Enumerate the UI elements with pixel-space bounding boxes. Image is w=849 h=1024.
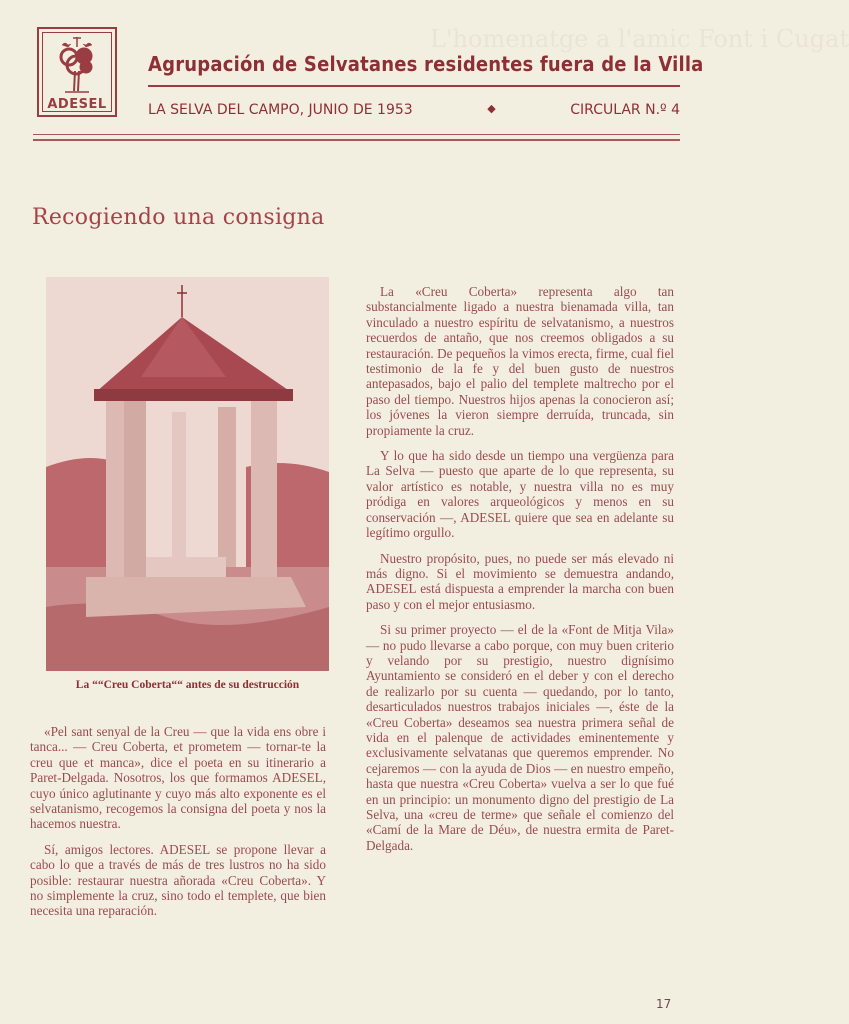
left-column xyxy=(30,724,326,929)
header-rule xyxy=(148,85,680,87)
double-rule-bottom xyxy=(33,139,680,141)
paragraph: La «Creu Coberta» representa algo tan substancialmente ligado a nuestra bienamada villa, tan vinculado a nuestro espíritu de selvatanismo, a nuestros recuerdos de antaño, que nos creemos obligados a su restauración. De pequeños la vimos erecta, firme, cual fiel testimonio de la fe y del buen gusto de nuestros antepasados, bajo el palio del templete maltrecho por el paso del tiempo. Nuestros hijos apenas la conocieron así; los jóvenes la vieron siempre derruída, truncada, sin propiamente la cruz. xyxy=(366,284,674,438)
paragraph: Nuestro propósito, pues, no puede ser más elevado ni más digno. Si el movimiento se demuestra andando, ADESEL está dispuesta a emprender la marcha con buen paso y con el mejor entusiasmo. xyxy=(366,550,674,612)
organization-name: Agrupación de Selvatanes residentes fuera de la Villa xyxy=(148,52,704,76)
bleed-through-text: L'homenatge a l'amic Font i Cugat xyxy=(430,25,849,53)
diamond-separator-icon: ◆ xyxy=(487,102,496,115)
issue-line xyxy=(148,102,680,118)
place-date: LA SELVA DEL CAMPO, JUNIO DE 1953 xyxy=(148,102,413,118)
double-rule-top xyxy=(33,134,680,135)
adesel-logo xyxy=(37,27,117,117)
creu-coberta-photo xyxy=(46,277,329,671)
paragraph: Y lo que ha sido desde un tiempo una vergüenza para La Selva — puesto que aparte de lo que representa, su valor artístico es notable, y nuestra villa no es muy pródiga en valores arqueológicos y menos en su conservación —, ADESEL quiere que sea en adelante su legítimo orgullo. xyxy=(366,448,674,541)
right-column xyxy=(366,284,674,863)
photo-caption: La ““Creu Coberta““ antes de su destrucción xyxy=(75,679,300,691)
paragraph: «Pel sant senyal de la Creu — que la vida ens obre i tanca... — Creu Coberta, et prometem — tornar-te la creu que et manca», dice el poeta en su itinerario a Paret-Delgada. Nosotros, los que formamos ADESEL, cuyo único aglutinante y cuyo más alto exponente es el selvatanismo, recogemos la consigna del poeta y nos la hacemos nuestra. xyxy=(30,724,326,832)
logo-text: ADESEL xyxy=(47,97,107,112)
page-number: 17 xyxy=(656,997,672,1011)
paragraph: Si su primer proyecto — el de la «Font de Mitja Vila» — no pudo llevarse a cabo porque, con muy buen criterio y velando por su prestigio, nuestro dignísimo Ayuntamiento se consideró en el deber y con el derecho de realizarlo por su cuenta — quedando, por lo tanto, desarticulados nuestros trabajos iniciales —, éste de la «Creu Coberta» deseamos sea nuestra primera señal de vida en el palenque de actividades eminentemente y exclusivamente selvatanas que queremos emprender. No cejaremos — con la ayuda de Dios — en nuestro empeño, hasta que nuestra «Creu Coberta» vuelva a ser lo que fué en un principio: un monumento digno del prestigio de La Selva, una «creu de terme» que señale el comienzo del «Camí de la Mare de Déu», de nuestra ermita de Paret-Delgada. xyxy=(366,622,674,853)
tree-with-birds-icon xyxy=(53,35,101,97)
shrine-photo-illustration xyxy=(46,277,329,671)
article-title: Recogiendo una consigna xyxy=(32,205,325,230)
circular-number: CIRCULAR N.º 4 xyxy=(570,102,680,118)
paragraph: Sí, amigos lectores. ADESEL se propone llevar a cabo lo que a través de más de tres lustros no ha sido posible: restaurar nuestra añorada «Creu Coberta». Y no simplemente la cruz, sino todo el templete, que bien necesita una reparación. xyxy=(30,841,326,919)
